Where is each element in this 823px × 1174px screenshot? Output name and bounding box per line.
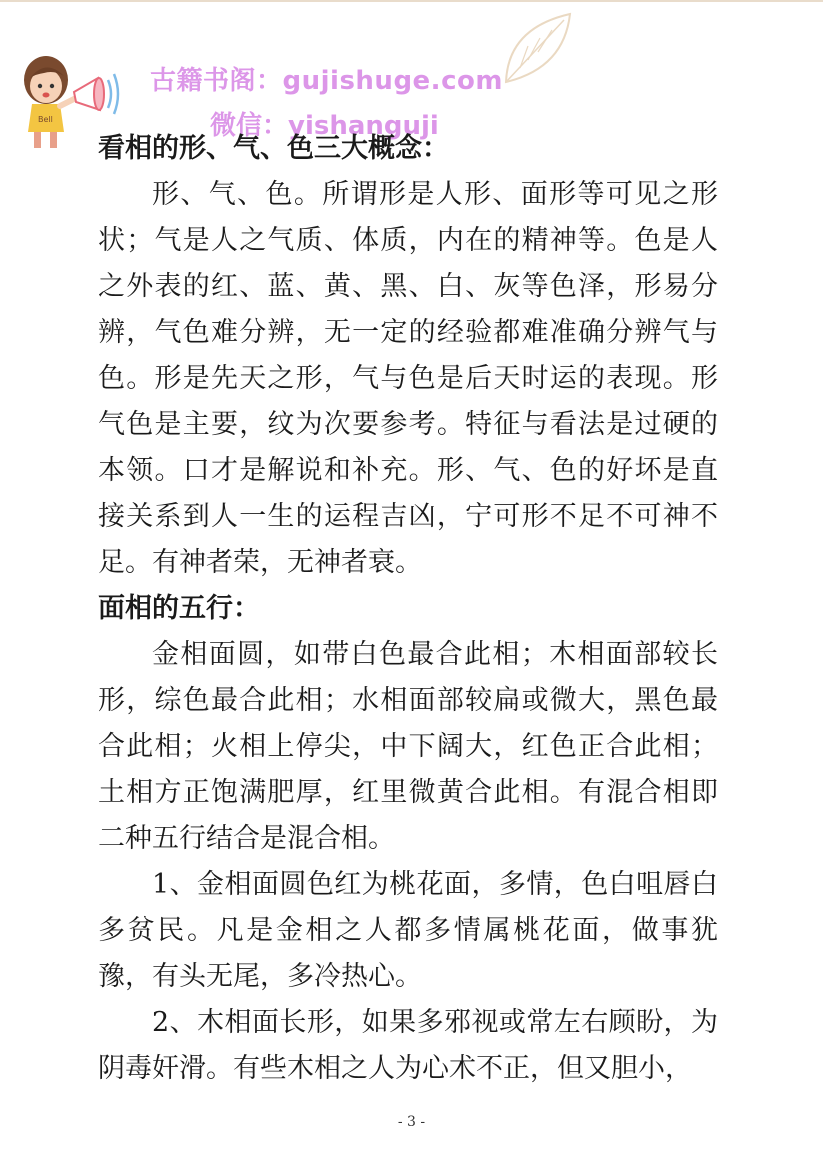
watermark-wechat-text: 微信：yishanguji xyxy=(210,111,439,141)
paragraph: 2、木相面长形，如果多邪视或常左右顾盼，为阴毒奸滑。有些木相之人为心术不正，但又胆小， xyxy=(98,1007,718,1084)
leaf-decoration-icon xyxy=(498,8,578,88)
paragraph: 1、金相面圆色红为桃花面，多情，色白咀唇白多贫民。凡是金相之人都多情属桃花面，做事犹豫，有头无尾，多冷热心。 xyxy=(98,869,718,992)
page-number: - 3 - xyxy=(397,1114,426,1130)
section-heading: 看相的形、气、色三大概念： xyxy=(98,133,449,164)
watermark xyxy=(0,0,823,140)
watermark-site-text: 古籍书阁：gujishuge.com xyxy=(150,66,503,96)
paragraph: 形、气、色。所谓形是人形、面形等可见之形状；气是人之气质、体质，内在的精神等。色是人之外表的红、蓝、黄、黑、白、灰等色泽，形易分辨，气色难分辨，无一定的经验都难准确分辨气与色。形是先天之形，气与色是后天时运的表现。形气色是主要，纹为次要参考。特征与看法是过硬的本领。口才是解说和补充。形、气、色的好坏是直接关系到人一生的运程吉凶，宁可形不足不可神不足。有神者荣，无神者衰。 xyxy=(98,179,718,578)
paragraph: 金相面圆，如带白色最合此相；木相面部较长形，综色最合此相；水相面部较扁或微大，黑色最合此相；火相上停尖，中下阔大，红色正合此相；土相方正饱满肥厚，红里微黄合此相。有混合相即二种五行结合是混合相。 xyxy=(98,639,718,854)
section-heading: 面相的五行： xyxy=(98,593,260,624)
document-body xyxy=(98,126,718,1092)
svg-text:Bell: Bell xyxy=(38,115,53,124)
